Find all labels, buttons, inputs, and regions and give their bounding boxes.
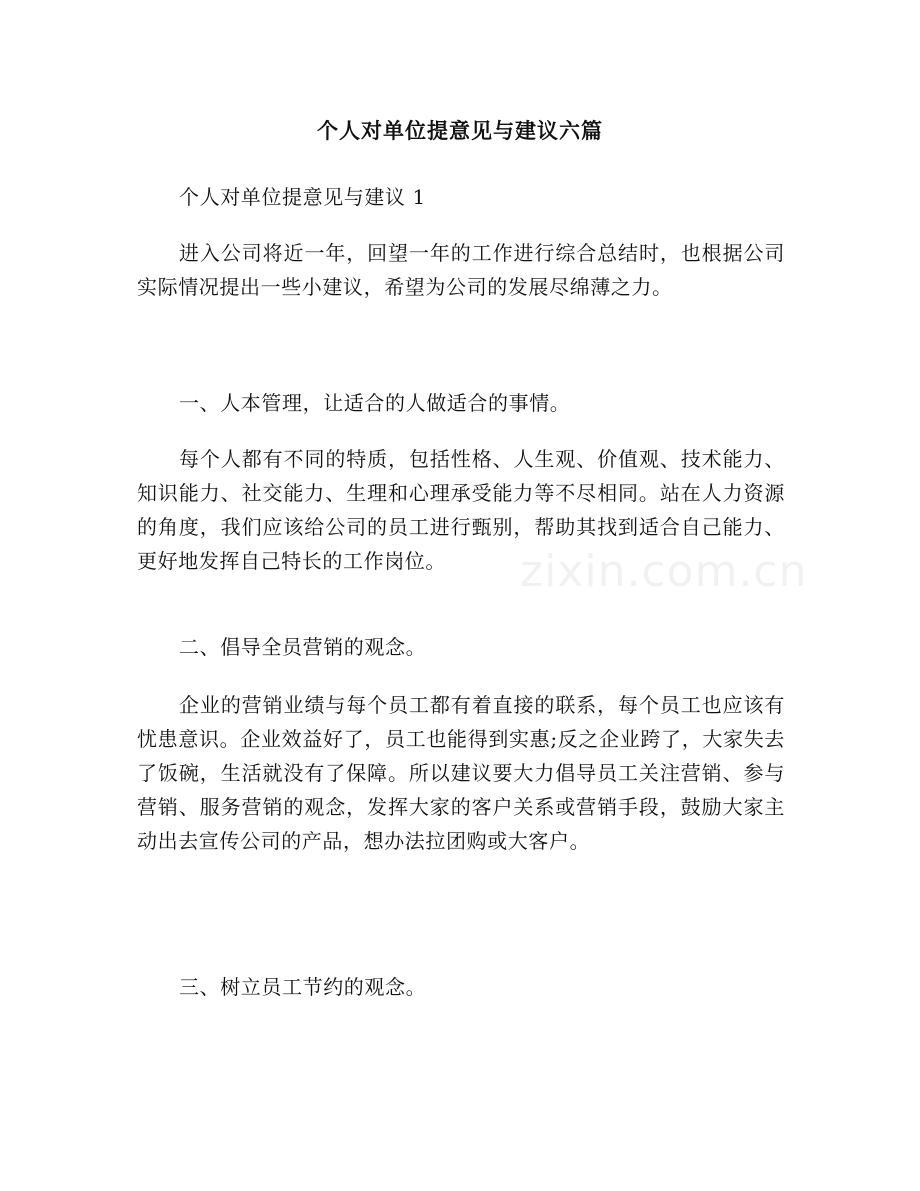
body-paragraph-one: 每个人都有不同的特质，包括性格、人生观、价值观、技术能力、知识能力、社交能力、生理和心理承受能力等不尽相同。站在人力资源的角度，我们应该给公司的员工进行甄别，帮助其找到适合自己能力、更好地发挥自己特长的工作岗位。 [137,447,785,573]
intro-paragraph: 进入公司将近一年，回望一年的工作进行综合总结时，也根据公司实际情况提出一些小建议，希望为公司的发展尽绵薄之力。 [137,241,785,299]
body-paragraph-two: 企业的营销业绩与每个员工都有着直接的联系，每个员工也应该有忧患意识。企业效益好了，员工也能得到实惠;反之企业跨了，大家失去了饭碗，生活就没有了保障。所以建议要大力倡导员工关注营销、参与营销、服务营销的观念，发挥大家的客户关系或营销手段，鼓励大家主动出去宣传公司的产品，想办法拉团购或大客户。 [137,693,785,853]
section-subtitle: 个人对单位提意见与建议 1 [179,185,426,209]
heading-two: 二、倡导全员营销的观念。 [179,635,427,659]
heading-one: 一、人本管理，让适合的人做适合的事情。 [179,391,571,415]
document-title: 个人对单位提意见与建议六篇 [317,119,603,143]
heading-three: 三、树立员工节约的观念。 [179,975,427,999]
watermark: zixin.com.cn [520,546,808,597]
